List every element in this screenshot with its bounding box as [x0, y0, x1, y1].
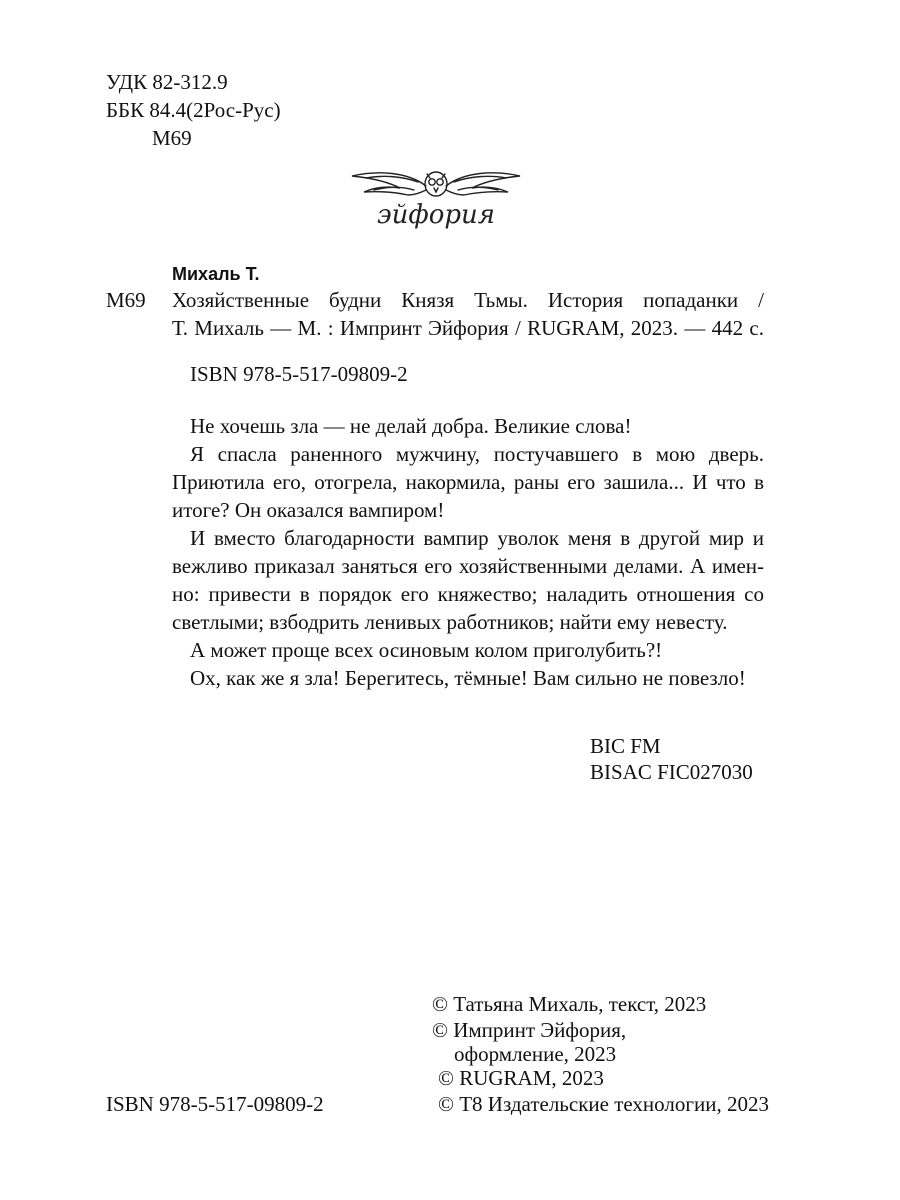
annotation-line: Я спасла раненного мужчину, постучавшего в мою дверь. — [190, 442, 764, 466]
copyright-line: © Импринт Эйфория, — [432, 1018, 627, 1042]
isbn-footer: ISBN 978-5-517-09809-2 — [106, 1092, 324, 1116]
annotation-line: А может проще всех осиновым колом приголубить?! — [190, 638, 663, 662]
copyright-line: оформление, 2023 — [454, 1042, 617, 1066]
publisher-logo — [348, 162, 524, 240]
logo-text: эйфория — [377, 200, 495, 230]
copyright-line: © Татьяна Михаль, текст, 2023 — [432, 992, 707, 1016]
copyright-line: © Т8 Издательские технологии, 2023 — [438, 1092, 769, 1116]
author-name: Михаль Т. — [172, 264, 260, 284]
annotation-line: Приютила его, отогрела, накормила, раны его зашила... И что в — [172, 470, 764, 494]
bic-code: BIC FM — [590, 734, 661, 758]
annotation-line: вежливо приказал заняться его хозяйственными делами. А имен- — [172, 554, 764, 578]
annotation-line: Не хочешь зла — не делай добра. Великие слова! — [190, 414, 632, 438]
bbk-code: ББК 84.4(2Рос-Рус) — [106, 98, 281, 122]
isbn-record: ISBN 978-5-517-09809-2 — [190, 362, 408, 386]
annotation-line: но: привести в порядок его княжество; наладить отношения со — [172, 582, 764, 606]
bisac-code: BISAC FIC027030 — [590, 760, 753, 784]
udk-code: УДК 82-312.9 — [106, 70, 228, 94]
annotation-line: И вместо благодарности вампир уволок меня в другой мир и — [190, 526, 764, 550]
biblio-imprint-line: Т. Михаль — М. : Импринт Эйфория / RUGRAM, 2023. — 442 с. — [172, 316, 764, 340]
copyright-line: © RUGRAM, 2023 — [438, 1066, 604, 1090]
biblio-mark: М69 — [106, 288, 146, 312]
annotation-line: Ох, как же я зла! Берегитесь, тёмные! Вам сильно не повезло! — [190, 666, 746, 690]
annotation-line: итоге? Он оказался вампиром! — [172, 498, 445, 522]
author-mark: М69 — [152, 126, 192, 150]
biblio-title-line: Хозяйственные будни Князя Тьмы. История попаданки / — [172, 288, 764, 312]
annotation-line: светлыми; взбодрить ленивых работников; найти ему невесту. — [172, 610, 728, 634]
